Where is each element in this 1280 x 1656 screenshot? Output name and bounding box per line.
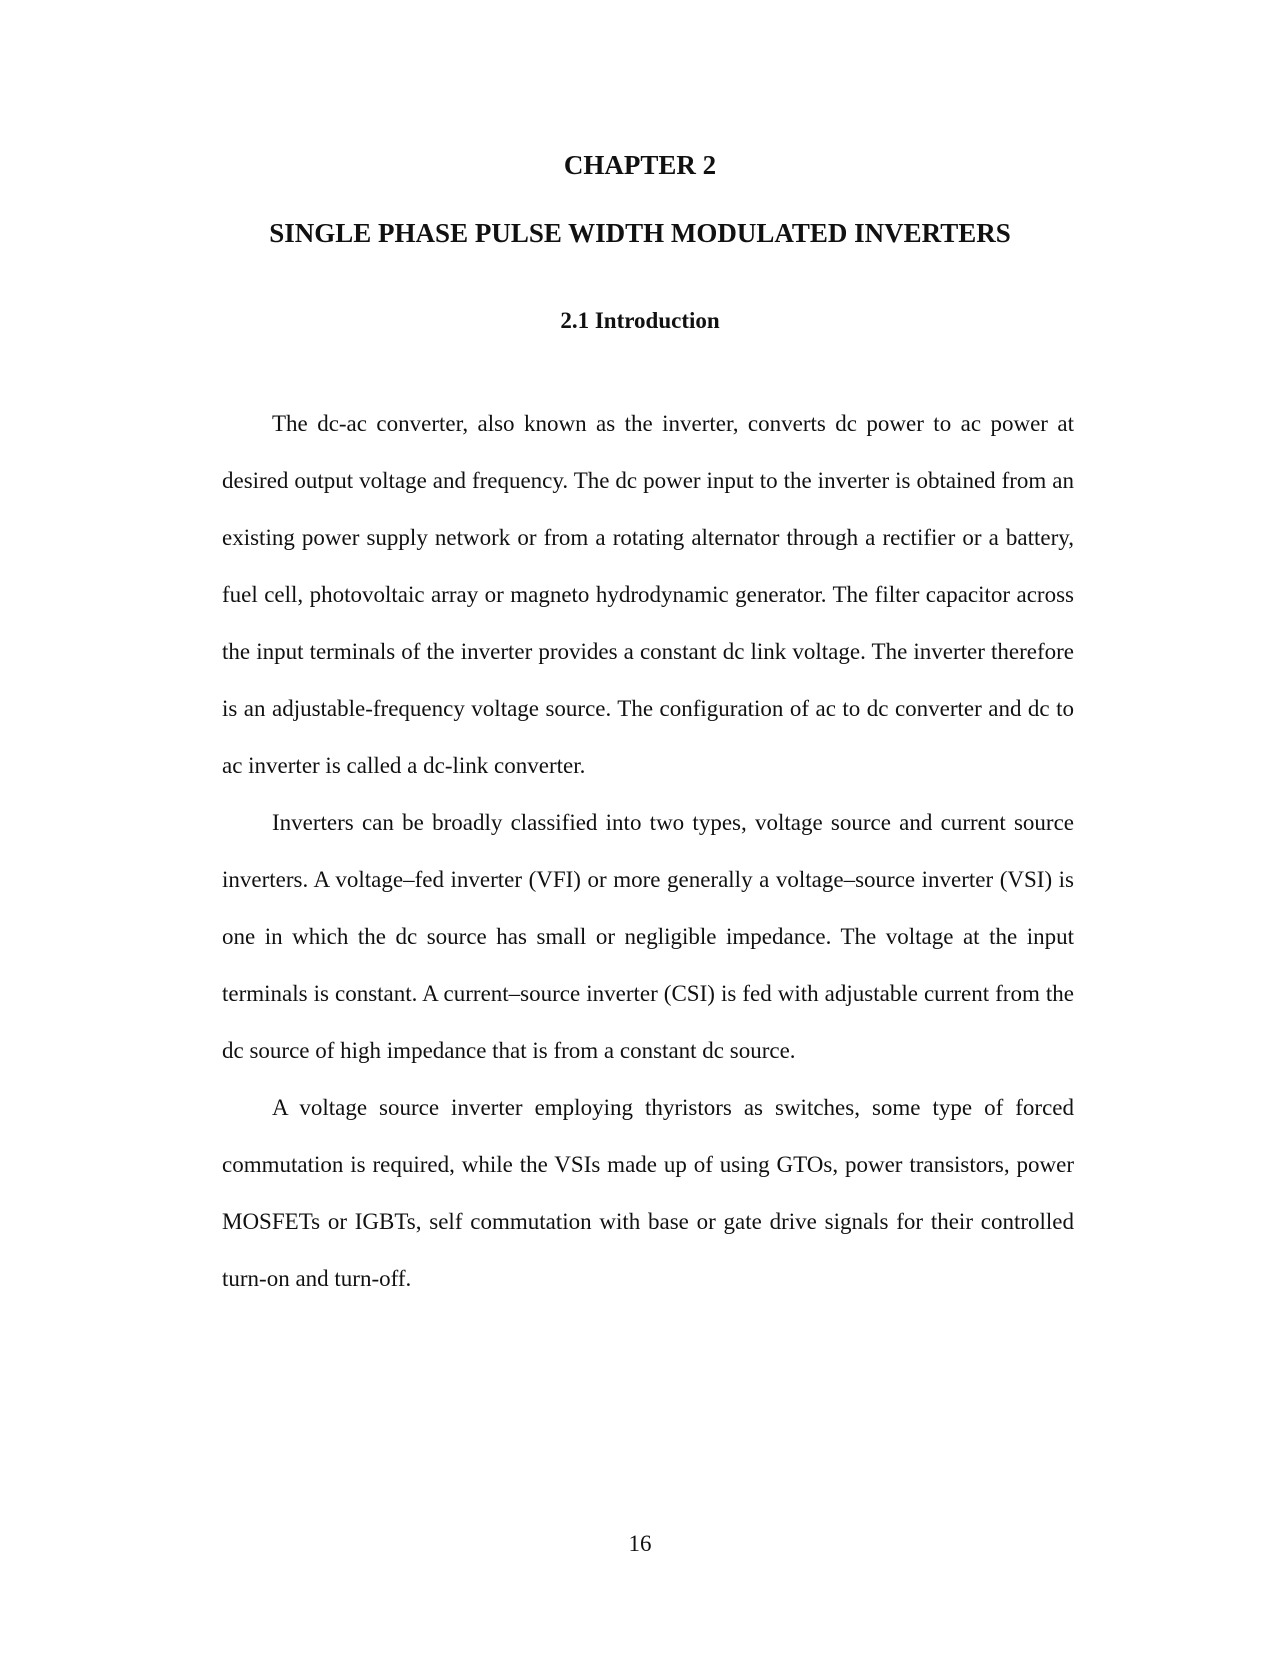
chapter-subtitle: SINGLE PHASE PULSE WIDTH MODULATED INVERTERS (269, 218, 1011, 248)
page-number: 16 (628, 1531, 652, 1556)
paragraph-3: A voltage source inverter employing thyristors as switches, some type of forced commutation is required, while the VSIs made up of using GTOs, power transistors, power MOSFETs or IGBTs, self commutation with base or gate drive signals for their controlled turn-on and turn-off. (222, 1095, 1074, 1291)
paragraph-1: The dc-ac converter, also known as the inverter, converts dc power to ac power at desired output voltage and frequency. The dc power input to the inverter is obtained from an existing power supply network or from a rotating alternator through a rectifier or a battery, fuel cell, photovoltaic array or magneto hydrodynamic generator. The filter capacitor across the input terminals of the inverter provides a constant dc link voltage. The inverter therefore is an adjustable-frequency voltage source. The configuration of ac to dc converter and dc to ac inverter is called a dc-link converter. (222, 411, 1074, 778)
chapter-title: CHAPTER 2 (563, 150, 717, 180)
paragraph-2: Inverters can be broadly classified into two types, voltage source and current source inverters. A voltage–fed inverter (VFI) or more generally a voltage–source inverter (VSI) is one in which the dc source has small or negligible impedance. The voltage at the input terminals is constant. A current–source inverter (CSI) is fed with adjustable current from the dc source of high impedance that is from a constant dc source. (222, 810, 1074, 1063)
body-text (222, 395, 1074, 1307)
section-heading: 2.1 Introduction (560, 308, 720, 333)
